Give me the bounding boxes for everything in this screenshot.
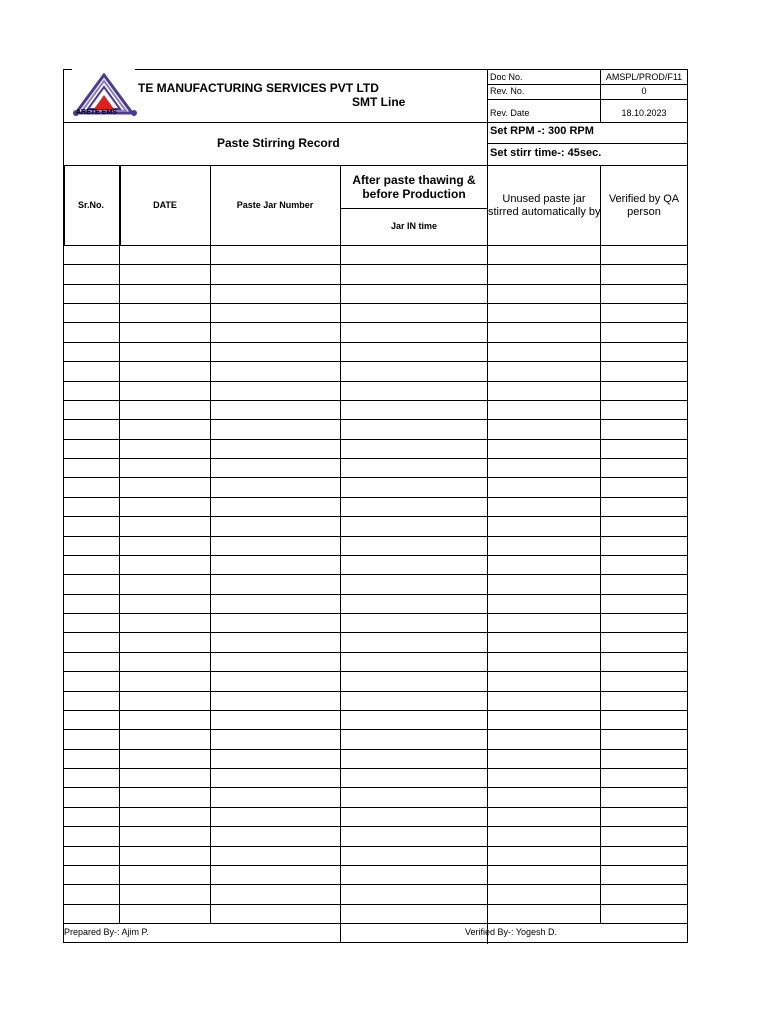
sr-no-cell[interactable] bbox=[63, 322, 119, 342]
jar-in-time-cell[interactable] bbox=[340, 594, 487, 613]
line-name: SMT Line bbox=[352, 95, 406, 109]
table-row bbox=[63, 729, 688, 749]
column-divider bbox=[119, 245, 120, 923]
date-cell[interactable] bbox=[119, 710, 210, 729]
date-cell[interactable] bbox=[119, 342, 210, 361]
jar-in-time-cell[interactable] bbox=[340, 264, 487, 284]
col-date: DATE bbox=[153, 200, 177, 210]
jar-in-time-cell[interactable] bbox=[340, 826, 487, 846]
table-row bbox=[63, 846, 688, 865]
paste-jar-cell[interactable] bbox=[210, 516, 340, 536]
table-row bbox=[63, 477, 688, 497]
col-after-thawing-line2: before Production bbox=[362, 187, 466, 201]
table-row bbox=[63, 710, 688, 729]
jar-in-time-cell[interactable] bbox=[340, 710, 487, 729]
unused-by-cell[interactable] bbox=[487, 477, 600, 497]
date-cell[interactable] bbox=[119, 884, 210, 904]
unused-by-cell[interactable] bbox=[487, 245, 600, 264]
verified-by-cell[interactable] bbox=[600, 245, 687, 264]
jar-in-time-cell[interactable] bbox=[340, 904, 487, 923]
rev-date-label: Rev. Date bbox=[490, 108, 530, 118]
jar-in-time-cell[interactable] bbox=[340, 303, 487, 322]
sr-no-cell[interactable] bbox=[63, 245, 119, 264]
paste-jar-cell[interactable] bbox=[210, 497, 340, 516]
table-row bbox=[63, 768, 688, 787]
sr-no-cell[interactable] bbox=[63, 361, 119, 381]
paste-jar-cell[interactable] bbox=[210, 477, 340, 497]
paste-jar-cell[interactable] bbox=[210, 594, 340, 613]
paste-jar-cell[interactable] bbox=[210, 400, 340, 419]
paste-jar-cell[interactable] bbox=[210, 322, 340, 342]
verified-by-cell[interactable] bbox=[600, 439, 687, 458]
sr-no-cell[interactable] bbox=[63, 419, 119, 439]
jar-in-time-cell[interactable] bbox=[340, 671, 487, 691]
unused-by-cell[interactable] bbox=[487, 884, 600, 904]
paste-jar-cell[interactable] bbox=[210, 245, 340, 264]
date-cell[interactable] bbox=[119, 497, 210, 516]
verified-by-cell[interactable] bbox=[600, 342, 687, 361]
unused-by-cell[interactable] bbox=[487, 361, 600, 381]
jar-in-time-cell[interactable] bbox=[340, 497, 487, 516]
doc-no-label: Doc No. bbox=[490, 72, 523, 82]
jar-in-time-cell[interactable] bbox=[340, 419, 487, 439]
table-row bbox=[63, 381, 688, 400]
prepared-by: Prepared By-: Ajim P. bbox=[64, 927, 149, 937]
verified-by-cell[interactable] bbox=[600, 865, 687, 884]
table-row bbox=[63, 865, 688, 884]
col-paste-jar-number: Paste Jar Number bbox=[236, 200, 314, 210]
set-rpm: Set RPM -: 300 RPM bbox=[490, 125, 594, 137]
jar-in-time-cell[interactable] bbox=[340, 807, 487, 826]
verified-by-cell[interactable] bbox=[600, 536, 687, 555]
verified-by-cell[interactable] bbox=[600, 419, 687, 439]
table-row bbox=[63, 787, 688, 807]
date-cell[interactable] bbox=[119, 555, 210, 574]
table-row bbox=[63, 574, 688, 594]
unused-by-cell[interactable] bbox=[487, 865, 600, 884]
jar-in-time-cell[interactable] bbox=[340, 768, 487, 787]
date-cell[interactable] bbox=[119, 400, 210, 419]
unused-by-cell[interactable] bbox=[487, 632, 600, 652]
paste-jar-cell[interactable] bbox=[210, 691, 340, 710]
jar-in-time-cell[interactable] bbox=[340, 516, 487, 536]
table-row bbox=[63, 904, 688, 923]
col-after-thawing-line1: After paste thawing & bbox=[352, 173, 476, 187]
unused-by-cell[interactable] bbox=[487, 342, 600, 361]
unused-by-cell[interactable] bbox=[487, 749, 600, 768]
date-cell[interactable] bbox=[119, 846, 210, 865]
unused-by-cell[interactable] bbox=[487, 458, 600, 477]
col-unused-line2: stirred automatically by bbox=[488, 206, 601, 218]
paste-jar-cell[interactable] bbox=[210, 884, 340, 904]
table-row bbox=[63, 536, 688, 555]
table-row bbox=[63, 691, 688, 710]
paste-jar-cell[interactable] bbox=[210, 381, 340, 400]
unused-by-cell[interactable] bbox=[487, 729, 600, 749]
verified-by-cell[interactable] bbox=[600, 284, 687, 303]
table-row bbox=[63, 594, 688, 613]
column-divider bbox=[63, 245, 64, 923]
table-row bbox=[63, 439, 688, 458]
paste-jar-cell[interactable] bbox=[210, 710, 340, 729]
table-row bbox=[63, 497, 688, 516]
col-verified-line1: Verified by QA bbox=[608, 193, 680, 205]
jar-in-time-cell[interactable] bbox=[340, 632, 487, 652]
verified-by-cell[interactable] bbox=[600, 884, 687, 904]
table-row bbox=[63, 284, 688, 303]
sr-no-cell[interactable] bbox=[63, 303, 119, 322]
unused-by-cell[interactable] bbox=[487, 536, 600, 555]
date-cell[interactable] bbox=[119, 458, 210, 477]
date-cell[interactable] bbox=[119, 516, 210, 536]
unused-by-cell[interactable] bbox=[487, 303, 600, 322]
unused-by-cell[interactable] bbox=[487, 671, 600, 691]
sr-no-cell[interactable] bbox=[63, 884, 119, 904]
form-title: Paste Stirring Record bbox=[217, 136, 340, 150]
date-cell[interactable] bbox=[119, 632, 210, 652]
date-cell[interactable] bbox=[119, 284, 210, 303]
unused-by-cell[interactable] bbox=[487, 497, 600, 516]
paste-jar-cell[interactable] bbox=[210, 768, 340, 787]
unused-by-cell[interactable] bbox=[487, 574, 600, 594]
date-cell[interactable] bbox=[119, 826, 210, 846]
jar-in-time-cell[interactable] bbox=[340, 787, 487, 807]
column-divider bbox=[600, 245, 601, 923]
verified-by-cell[interactable] bbox=[600, 458, 687, 477]
table-row bbox=[63, 361, 688, 381]
col-unused-line1: Unused paste jar bbox=[502, 193, 586, 205]
col-verified-line2: person bbox=[627, 206, 661, 218]
verified-by-cell[interactable] bbox=[600, 594, 687, 613]
paste-jar-cell[interactable] bbox=[210, 574, 340, 594]
jar-in-time-cell[interactable] bbox=[340, 613, 487, 632]
sr-no-cell[interactable] bbox=[63, 497, 119, 516]
jar-in-time-cell[interactable] bbox=[340, 439, 487, 458]
sr-no-cell[interactable] bbox=[63, 555, 119, 574]
table-row bbox=[63, 632, 688, 652]
paste-jar-cell[interactable] bbox=[210, 787, 340, 807]
sr-no-cell[interactable] bbox=[63, 729, 119, 749]
sr-no-cell[interactable] bbox=[63, 613, 119, 632]
verified-by-cell[interactable] bbox=[600, 361, 687, 381]
date-cell[interactable] bbox=[119, 652, 210, 671]
unused-by-cell[interactable] bbox=[487, 555, 600, 574]
date-cell[interactable] bbox=[119, 729, 210, 749]
sr-no-cell[interactable] bbox=[63, 671, 119, 691]
verified-by-cell[interactable] bbox=[600, 826, 687, 846]
sr-no-cell[interactable] bbox=[63, 691, 119, 710]
paste-jar-cell[interactable] bbox=[210, 555, 340, 574]
date-cell[interactable] bbox=[119, 787, 210, 807]
col-jar-in-time: Jar IN time bbox=[390, 221, 438, 231]
jar-in-time-cell[interactable] bbox=[340, 555, 487, 574]
sr-no-cell[interactable] bbox=[63, 768, 119, 787]
date-cell[interactable] bbox=[119, 691, 210, 710]
table-row bbox=[63, 400, 688, 419]
date-cell[interactable] bbox=[119, 749, 210, 768]
table-row bbox=[63, 749, 688, 768]
date-cell[interactable] bbox=[119, 865, 210, 884]
unused-by-cell[interactable] bbox=[487, 419, 600, 439]
unused-by-cell[interactable] bbox=[487, 652, 600, 671]
sr-no-cell[interactable] bbox=[63, 710, 119, 729]
sr-no-cell[interactable] bbox=[63, 807, 119, 826]
paste-jar-cell[interactable] bbox=[210, 632, 340, 652]
verified-by-cell[interactable] bbox=[600, 303, 687, 322]
doc-no-value: AMSPL/PROD/F11 bbox=[605, 72, 683, 82]
sr-no-cell[interactable] bbox=[63, 846, 119, 865]
logo-text: ARETE EMS bbox=[76, 109, 117, 116]
paste-jar-cell[interactable] bbox=[210, 729, 340, 749]
column-divider bbox=[487, 245, 488, 923]
jar-in-time-cell[interactable] bbox=[340, 342, 487, 361]
sr-no-cell[interactable] bbox=[63, 458, 119, 477]
table-row bbox=[63, 671, 688, 691]
paste-jar-cell[interactable] bbox=[210, 865, 340, 884]
table-row bbox=[63, 342, 688, 361]
date-cell[interactable] bbox=[119, 264, 210, 284]
unused-by-cell[interactable] bbox=[487, 322, 600, 342]
sr-no-cell[interactable] bbox=[63, 264, 119, 284]
table-row bbox=[63, 264, 688, 284]
date-cell[interactable] bbox=[119, 361, 210, 381]
company-logo bbox=[72, 73, 142, 121]
date-cell[interactable] bbox=[119, 322, 210, 342]
company-name: TE MANUFACTURING SERVICES PVT LTD bbox=[138, 81, 379, 95]
paste-jar-cell[interactable] bbox=[210, 342, 340, 361]
unused-by-cell[interactable] bbox=[487, 613, 600, 632]
table-row bbox=[63, 458, 688, 477]
sr-no-cell[interactable] bbox=[63, 284, 119, 303]
verified-by-cell[interactable] bbox=[600, 264, 687, 284]
paste-jar-cell[interactable] bbox=[210, 439, 340, 458]
date-cell[interactable] bbox=[119, 381, 210, 400]
verified-by-cell[interactable] bbox=[600, 574, 687, 594]
paste-jar-cell[interactable] bbox=[210, 361, 340, 381]
verified-by-cell[interactable] bbox=[600, 652, 687, 671]
verified-by-cell[interactable] bbox=[600, 787, 687, 807]
paste-jar-cell[interactable] bbox=[210, 826, 340, 846]
paste-jar-cell[interactable] bbox=[210, 904, 340, 923]
paste-jar-cell[interactable] bbox=[210, 807, 340, 826]
verified-by-cell[interactable] bbox=[600, 497, 687, 516]
date-cell[interactable] bbox=[119, 419, 210, 439]
date-cell[interactable] bbox=[119, 613, 210, 632]
paste-jar-cell[interactable] bbox=[210, 458, 340, 477]
paste-jar-cell[interactable] bbox=[210, 419, 340, 439]
unused-by-cell[interactable] bbox=[487, 264, 600, 284]
jar-in-time-cell[interactable] bbox=[340, 652, 487, 671]
table-row bbox=[63, 613, 688, 632]
jar-in-time-cell[interactable] bbox=[340, 284, 487, 303]
sr-no-cell[interactable] bbox=[63, 342, 119, 361]
rev-date-value: 18.10.2023 bbox=[621, 108, 667, 118]
unused-by-cell[interactable] bbox=[487, 768, 600, 787]
sr-no-cell[interactable] bbox=[63, 516, 119, 536]
unused-by-cell[interactable] bbox=[487, 807, 600, 826]
sr-no-cell[interactable] bbox=[63, 865, 119, 884]
jar-in-time-cell[interactable] bbox=[340, 884, 487, 904]
verified-by-cell[interactable] bbox=[600, 400, 687, 419]
rev-no-value: 0 bbox=[641, 86, 647, 96]
jar-in-time-cell[interactable] bbox=[340, 749, 487, 768]
unused-by-cell[interactable] bbox=[487, 691, 600, 710]
column-divider bbox=[687, 245, 688, 923]
unused-by-cell[interactable] bbox=[487, 439, 600, 458]
table-row bbox=[63, 807, 688, 826]
jar-in-time-cell[interactable] bbox=[340, 691, 487, 710]
column-divider bbox=[340, 245, 341, 923]
sr-no-cell[interactable] bbox=[63, 787, 119, 807]
verified-by-cell[interactable] bbox=[600, 381, 687, 400]
date-cell[interactable] bbox=[119, 439, 210, 458]
verified-by-cell[interactable] bbox=[600, 322, 687, 342]
unused-by-cell[interactable] bbox=[487, 826, 600, 846]
sr-no-cell[interactable] bbox=[63, 381, 119, 400]
jar-in-time-cell[interactable] bbox=[340, 846, 487, 865]
table-row bbox=[63, 322, 688, 342]
paste-jar-cell[interactable] bbox=[210, 264, 340, 284]
jar-in-time-cell[interactable] bbox=[340, 458, 487, 477]
sr-no-cell[interactable] bbox=[63, 826, 119, 846]
verified-by: Verified By-: Yogesh D. bbox=[465, 927, 558, 937]
table-row bbox=[63, 652, 688, 671]
verified-by-cell[interactable] bbox=[600, 671, 687, 691]
date-cell[interactable] bbox=[119, 536, 210, 555]
jar-in-time-cell[interactable] bbox=[340, 536, 487, 555]
jar-in-time-cell[interactable] bbox=[340, 245, 487, 264]
unused-by-cell[interactable] bbox=[487, 516, 600, 536]
verified-by-cell[interactable] bbox=[600, 613, 687, 632]
jar-in-time-cell[interactable] bbox=[340, 865, 487, 884]
sr-no-cell[interactable] bbox=[63, 594, 119, 613]
jar-in-time-cell[interactable] bbox=[340, 400, 487, 419]
date-cell[interactable] bbox=[119, 303, 210, 322]
verified-by-cell[interactable] bbox=[600, 555, 687, 574]
jar-in-time-cell[interactable] bbox=[340, 361, 487, 381]
jar-in-time-cell[interactable] bbox=[340, 729, 487, 749]
unused-by-cell[interactable] bbox=[487, 381, 600, 400]
table-row bbox=[63, 516, 688, 536]
table-row bbox=[63, 826, 688, 846]
column-divider bbox=[210, 245, 211, 923]
date-cell[interactable] bbox=[119, 671, 210, 691]
verified-by-cell[interactable] bbox=[600, 749, 687, 768]
verified-by-cell[interactable] bbox=[600, 807, 687, 826]
set-stirr-time: Set stirr time-: 45sec. bbox=[490, 147, 602, 159]
unused-by-cell[interactable] bbox=[487, 400, 600, 419]
verified-by-cell[interactable] bbox=[600, 729, 687, 749]
paste-jar-cell[interactable] bbox=[210, 671, 340, 691]
verified-by-cell[interactable] bbox=[600, 477, 687, 497]
date-cell[interactable] bbox=[119, 594, 210, 613]
unused-by-cell[interactable] bbox=[487, 787, 600, 807]
verified-by-cell[interactable] bbox=[600, 691, 687, 710]
paste-jar-cell[interactable] bbox=[210, 284, 340, 303]
unused-by-cell[interactable] bbox=[487, 904, 600, 923]
sr-no-cell[interactable] bbox=[63, 439, 119, 458]
sr-no-cell[interactable] bbox=[63, 477, 119, 497]
sr-no-cell[interactable] bbox=[63, 400, 119, 419]
verified-by-cell[interactable] bbox=[600, 904, 687, 923]
table-row bbox=[63, 303, 688, 322]
jar-in-time-cell[interactable] bbox=[340, 574, 487, 594]
col-sr-no: Sr.No. bbox=[77, 200, 104, 210]
table-row bbox=[63, 555, 688, 574]
table-row bbox=[63, 419, 688, 439]
verified-by-cell[interactable] bbox=[600, 846, 687, 865]
verified-by-cell[interactable] bbox=[600, 710, 687, 729]
unused-by-cell[interactable] bbox=[487, 594, 600, 613]
paste-jar-cell[interactable] bbox=[210, 536, 340, 555]
date-cell[interactable] bbox=[119, 768, 210, 787]
verified-by-cell[interactable] bbox=[600, 768, 687, 787]
verified-by-cell[interactable] bbox=[600, 632, 687, 652]
date-cell[interactable] bbox=[119, 245, 210, 264]
paste-jar-cell[interactable] bbox=[210, 652, 340, 671]
paste-jar-cell[interactable] bbox=[210, 303, 340, 322]
date-cell[interactable] bbox=[119, 574, 210, 594]
jar-in-time-cell[interactable] bbox=[340, 322, 487, 342]
table-row bbox=[63, 884, 688, 904]
date-cell[interactable] bbox=[119, 807, 210, 826]
jar-in-time-cell[interactable] bbox=[340, 381, 487, 400]
unused-by-cell[interactable] bbox=[487, 284, 600, 303]
jar-in-time-cell[interactable] bbox=[340, 477, 487, 497]
rev-no-label: Rev. No. bbox=[490, 86, 525, 96]
sr-no-cell[interactable] bbox=[63, 652, 119, 671]
sr-no-cell[interactable] bbox=[63, 904, 119, 923]
verified-by-cell[interactable] bbox=[600, 516, 687, 536]
paste-jar-cell[interactable] bbox=[210, 846, 340, 865]
sr-no-cell[interactable] bbox=[63, 574, 119, 594]
paste-jar-cell[interactable] bbox=[210, 749, 340, 768]
paste-jar-cell[interactable] bbox=[210, 613, 340, 632]
sr-no-cell[interactable] bbox=[63, 536, 119, 555]
unused-by-cell[interactable] bbox=[487, 710, 600, 729]
sr-no-cell[interactable] bbox=[63, 749, 119, 768]
date-cell[interactable] bbox=[119, 904, 210, 923]
date-cell[interactable] bbox=[119, 477, 210, 497]
table-row bbox=[63, 245, 688, 264]
sr-no-cell[interactable] bbox=[63, 632, 119, 652]
unused-by-cell[interactable] bbox=[487, 846, 600, 865]
